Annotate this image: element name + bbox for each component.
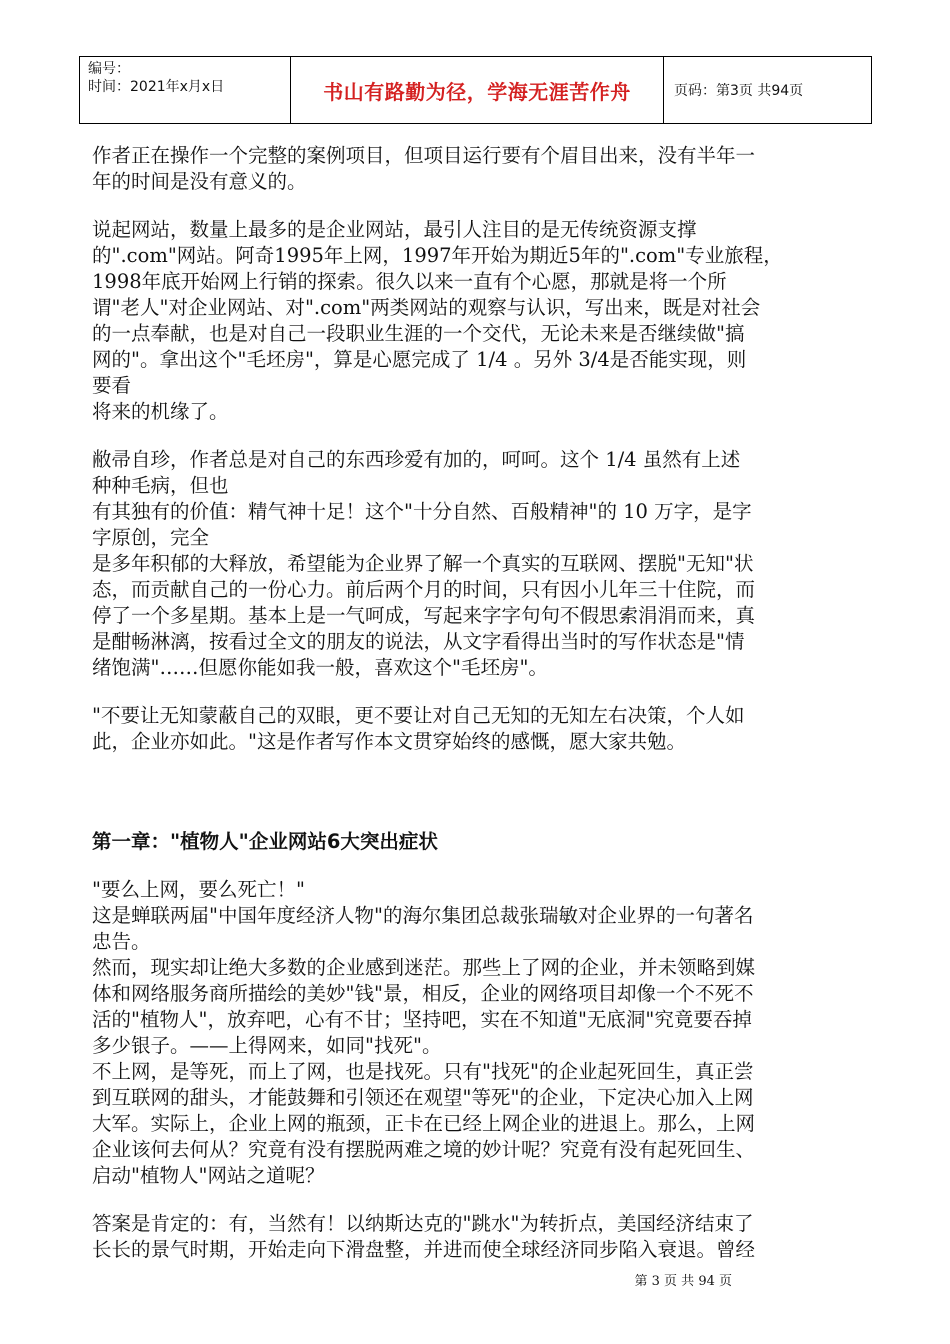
text-line: 此，企业亦如此。"这是作者写作本文贯穿始终的感慨，愿大家共勉。 [92,730,686,753]
document-body [92,143,862,1263]
text-line: 然而，现实却让绝大多数的企业感到迷茫。那些上了网的企业，并未领略到媒 [92,956,756,979]
text-line: 多少银子。——上得网来，如同"找死"。 [92,1034,442,1057]
text-line: 是多年积郁的大释放，希望能为企业界了解一个真实的互联网、摆脱"无知"状 [92,552,754,575]
chapter-title: 第一章："植物人"企业网站6大突出症状 [92,830,438,853]
text-line: 字原创，完全 [92,526,210,549]
text-line: 这是蝉联两届"中国年度经济人物"的海尔集团总裁张瑞敏对企业界的一句著名 [92,904,754,927]
time-label: 时间：2021年x月x日 [88,79,225,95]
motto: 书山有路勤为径，学海无涯苦作舟 [323,79,631,104]
page-footer [0,1270,950,1289]
text-line: 年的时间是没有意义的。 [92,170,307,193]
text-line: "不要让无知蒙蔽自己的双眼，更不要让对自己无知的无知左右决策，个人如 [92,704,745,727]
text-line: 说起网站，数量上最多的是企业网站，最引人注目的是无传统资源支撑 [92,218,697,241]
text-line: 有其独有的价值：精气神十足！这个"十分自然、百般精神"的 10 万字，是字 [92,500,752,523]
text-line: "要么上网，要么死亡！" [92,878,305,901]
paragraph-4 [92,703,862,755]
paragraph-2 [92,217,862,425]
text-line: 不上网，是等死，而上了网，也是找死。只有"找死"的企业起死回生，真正尝 [92,1060,754,1083]
text-line: 是酣畅淋漓，按看过全文的朋友的说法，从文字看得出当时的写作状态是"情 [92,630,745,653]
header-meta-cell [80,57,291,124]
text-line: 网的"。拿出这个"毛坯房"，算是心愿完成了 1/4 。另外 3/4是否能实现，则 [92,348,747,371]
text-line: 1998年底开始网上行销的探索。很久以来一直有个心愿，那就是将一个所 [92,270,727,293]
text-line: 体和网络服务商所描绘的美妙"钱"景，相反，企业的网络项目却像一个不死不 [92,982,754,1005]
header-page-info: 页码：第3页 共94页 [674,83,804,99]
text-line: 的".com"网站。阿奇1995年上网，1997年开始为期近5年的".com"专业旅程， [92,244,783,267]
text-line: 长长的景气时期，开始走向下滑盘整，并进而使全球经济同步陷入衰退。曾经 [92,1238,756,1261]
text-line: 活的"植物人"，放弃吧，心有不甘；坚持吧，实在不知道"无底洞"究竟要吞掉 [92,1008,752,1031]
document-header [79,56,872,124]
text-line: 的一点奉献，也是对自己一段职业生涯的一个交代，无论未来是否继续做"搞 [92,322,745,345]
paragraph-1 [92,143,862,195]
footer-page-number: 第 3 页 共 94 页 [634,1274,732,1289]
text-line: 绪饱满"……但愿你能如我一般，喜欢这个"毛坯房"。 [92,656,548,679]
text-line: 到互联网的甜头，才能鼓舞和引领还在观望"等死"的企业，下定决心加入上网 [92,1086,754,1109]
text-line: 作者正在操作一个完整的案例项目，但项目运行要有个眉目出来，没有半年一 [92,144,756,167]
number-label: 编号： [88,61,130,77]
text-line: 启动"植物人"网站之道呢？ [92,1164,325,1187]
paragraph-3 [92,447,862,681]
paragraph-5 [92,877,862,1189]
text-line: 停了一个多星期。基本上是一气呵成，写起来字字句句不假思索涓涓而来，真 [92,604,756,627]
text-line: 种种毛病，但也 [92,474,229,497]
text-line: 答案是肯定的：有，当然有！以纳斯达克的"跳水"为转折点，美国经济结束了 [92,1212,754,1235]
text-line: 将来的机缘了。 [92,400,229,423]
text-line: 谓"老人"对企业网站、对".com"两类网站的观察与认识，写出来，既是对社会 [92,296,761,319]
text-line: 忠告。 [92,930,151,953]
header-motto-cell [291,57,664,124]
text-line: 大军。实际上，企业上网的瓶颈，正卡在已经上网企业的进退上。那么，上网 [92,1112,756,1135]
text-line: 要看 [92,374,132,397]
text-line: 态，而贡献自己的一份心力。前后两个月的时间，只有因小儿年三十住院，而 [92,578,756,601]
text-line: 企业该何去何从？究竟有没有摆脱两难之境的妙计呢？究竟有没有起死回生、 [92,1138,756,1161]
text-line: 敝帚自珍，作者总是对自己的东西珍爱有加的，呵呵。这个 1/4 虽然有上述 [92,448,741,471]
header-page-cell [664,57,872,124]
paragraph-6 [92,1211,862,1263]
